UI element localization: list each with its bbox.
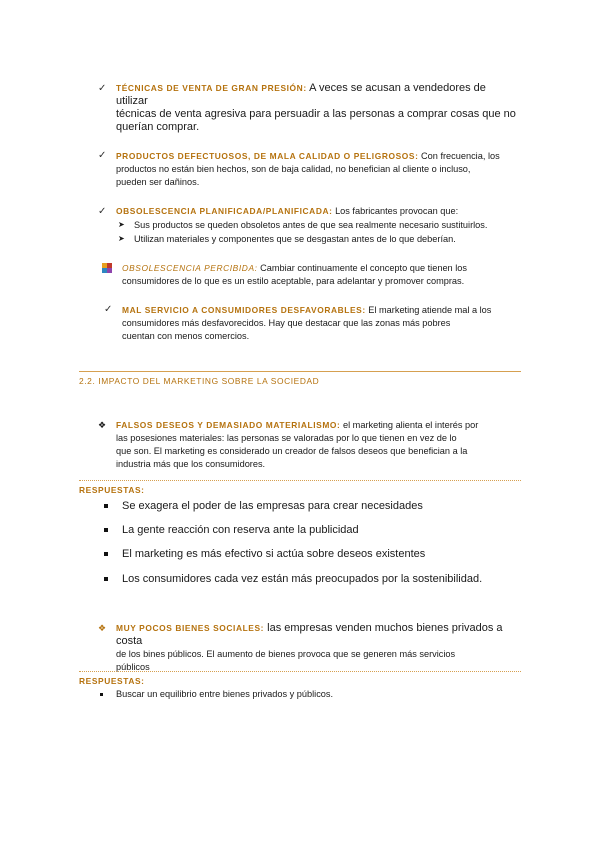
item-tecnicas [116, 82, 516, 134]
divider [79, 671, 521, 672]
respuesta-item: Se exagera el poder de las empresas para crear necesidades [122, 500, 423, 512]
check-icon: ✓ [98, 83, 107, 94]
item-label: MAL SERVICIO A CONSUMIDORES DESFAVORABLES: [122, 305, 366, 315]
item-label: OBSOLESCENCIA PLANIFICADA/PLANIFICADA: [116, 206, 333, 216]
square-bullet-icon [104, 504, 108, 508]
item-text: Con frecuencia, los [418, 151, 500, 161]
respuesta-item: Los consumidores cada vez están más preocupados por la sostenibilidad. [122, 573, 483, 585]
item-text: técnicas de venta agresiva para persuadir a las personas a comprar cosas que no [116, 108, 516, 120]
item-text: industria más que los consumidores. [116, 459, 266, 469]
item-text: que son. El marketing es considerado un creador de falsos deseos que benefician a la [116, 446, 468, 456]
item-obsolescencia-planificada [116, 205, 516, 218]
check-icon: ✓ [98, 206, 107, 217]
item-text: productos no están bien hechos, son de baja calidad, no benefician al cliente o incluso, [116, 164, 471, 174]
sub-item-text: Utilizan materiales y componentes que se desgastan antes de lo que deberían. [134, 234, 456, 244]
item-obsolescencia-percibida [122, 262, 522, 288]
diamond-bullet-icon: ❖ [98, 420, 107, 430]
diamond-bullet-icon: ❖ [98, 623, 107, 633]
sub-item [134, 233, 456, 246]
item-text: pueden ser dañinos. [116, 177, 200, 187]
item-text: consumidores de lo que es un estilo aceptable, para adelantar y promover compras. [122, 276, 465, 286]
item-text: de los bines públicos. El aumento de bienes provoca que se generen más servicios [116, 649, 456, 659]
section-title: 2.2. IMPACTO DEL MARKETING SOBRE LA SOCIEDAD [79, 376, 320, 386]
item-text: A veces se acusan a vendedores de utilizar [116, 82, 486, 107]
item-label: MUY POCOS BIENES SOCIALES: [116, 623, 265, 633]
arrow-bullet-icon: ➤ [118, 234, 125, 243]
item-text: querían comprar. [116, 121, 200, 133]
item-text: cuentan con menos comercios. [122, 331, 250, 341]
item-text: el marketing alienta el interés por [340, 420, 479, 430]
item-mal-servicio [122, 304, 522, 343]
check-icon: ✓ [98, 150, 107, 161]
item-text: las posesiones materiales: las personas se valoradas por lo que tienen en vez de lo [116, 433, 457, 443]
section-divider [79, 371, 521, 372]
divider [79, 480, 521, 481]
item-label: OBSOLESCENCIA PERCIBIDA: [122, 263, 258, 273]
square-bullet-icon [104, 552, 108, 556]
item-text: públicos [116, 662, 150, 672]
colorful-bullet-icon [102, 263, 112, 273]
item-text: consumidores más desfavorecidos. Hay que destacar que las zonas más pobres [122, 318, 451, 328]
respuesta-item: La gente reacción con reserva ante la publicidad [122, 524, 359, 536]
item-bienes-sociales [116, 622, 520, 674]
respuesta-item: El marketing es más efectivo si actúa sobre deseos existentes [122, 548, 426, 560]
sub-item [134, 219, 487, 232]
item-text: El marketing atiende mal a los [365, 305, 492, 315]
item-text: las empresas venden muchos bienes privados a costa [116, 622, 503, 647]
respuesta-item: Buscar un equilibrio entre bienes privados y públicos. [116, 689, 334, 699]
respuestas-title: RESPUESTAS: [79, 485, 145, 495]
item-label: TÉCNICAS DE VENTA DE GRAN PRESIÓN: [116, 83, 307, 93]
item-falsos-deseos [116, 419, 520, 471]
respuestas-title: RESPUESTAS: [79, 676, 145, 686]
square-bullet-icon [104, 528, 108, 532]
item-text: Los fabricantes provocan que: [332, 206, 459, 216]
arrow-bullet-icon: ➤ [118, 220, 125, 229]
item-label: FALSOS DESEOS Y DEMASIADO MATERIALISMO: [116, 420, 341, 430]
item-productos [116, 150, 516, 189]
item-label: PRODUCTOS DEFECTUOSOS, DE MALA CALIDAD O PELIGROSOS: [116, 151, 419, 161]
square-bullet-icon [100, 693, 103, 696]
check-icon: ✓ [104, 304, 113, 315]
item-text: Cambiar continuamente el concepto que tienen los [257, 263, 467, 273]
sub-item-text: Sus productos se queden obsoletos antes de que sea realmente necesario sustituirlos. [134, 220, 488, 230]
square-bullet-icon [104, 577, 108, 581]
